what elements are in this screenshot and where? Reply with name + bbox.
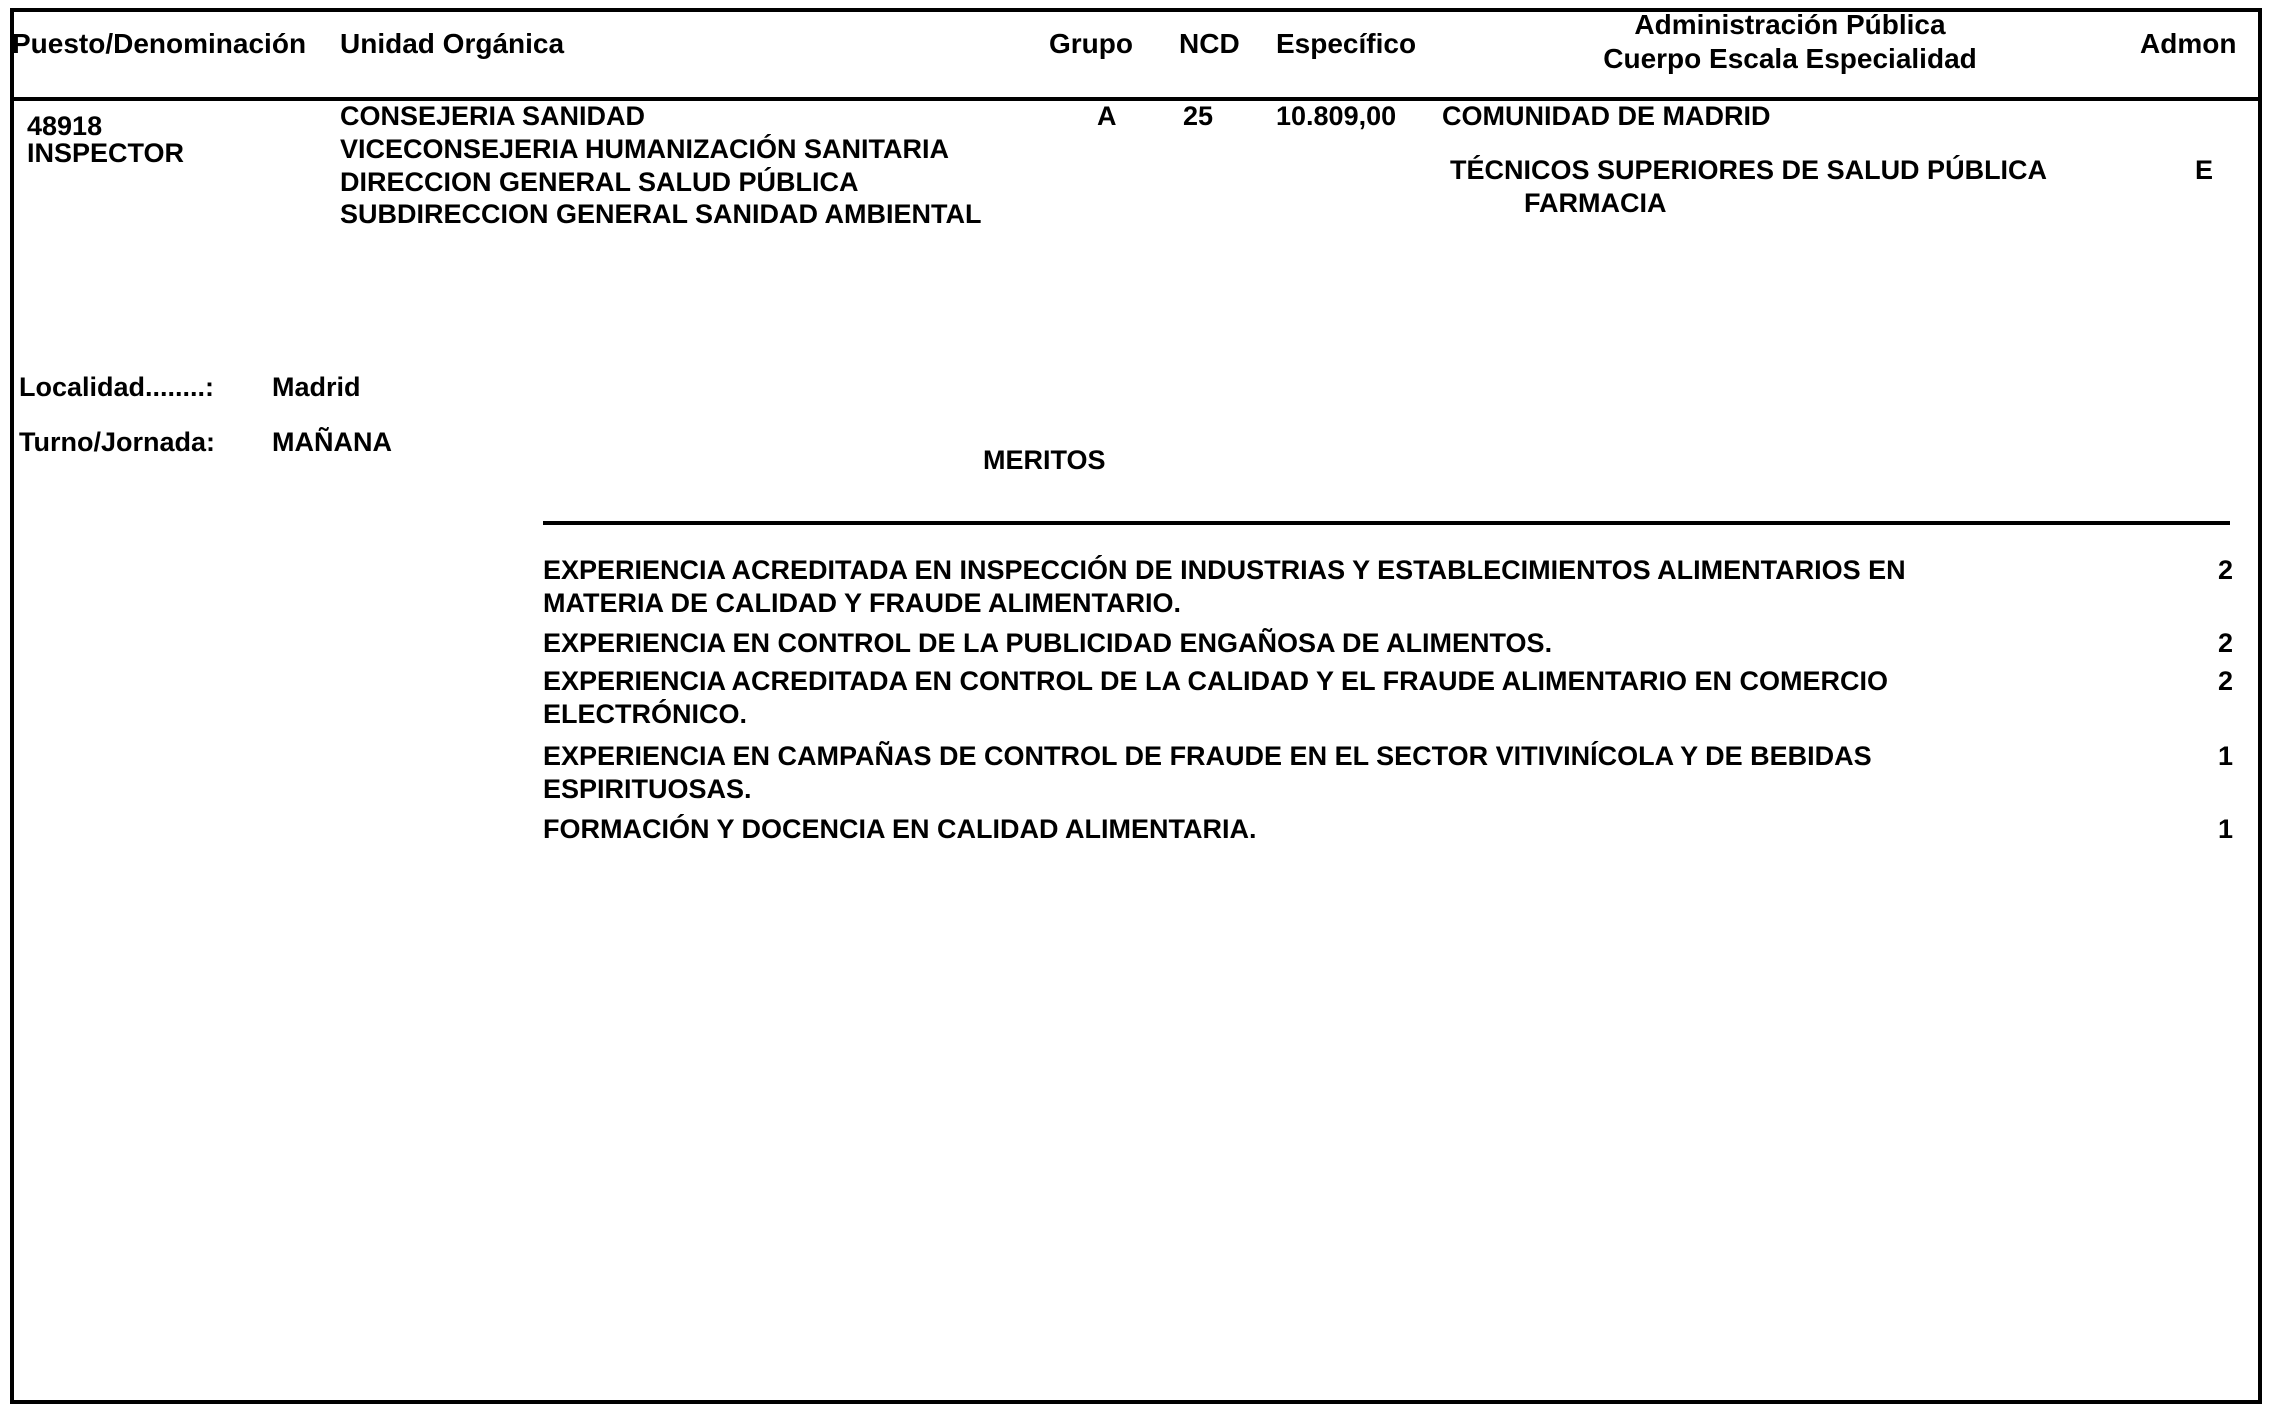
turno-value: MAÑANA xyxy=(272,427,392,457)
header-grupo: Grupo xyxy=(1049,28,1133,59)
header-admin-line1: Administración Pública xyxy=(1634,9,1946,40)
header-especifico: Específico xyxy=(1276,28,1417,59)
header-admin-line2: Cuerpo Escala Especialidad xyxy=(1603,43,1977,74)
record-denominacion: INSPECTOR xyxy=(27,138,185,168)
turno-label: Turno/Jornada: xyxy=(19,427,216,457)
record-grupo: A xyxy=(1097,101,1117,131)
record-cuerpo: TÉCNICOS SUPERIORES DE SALUD PÚBLICA xyxy=(1450,155,2048,185)
record-administracion: COMUNIDAD DE MADRID xyxy=(1442,101,1771,131)
record-ncd: 25 xyxy=(1183,101,1214,131)
record-number: 48918 xyxy=(27,111,103,141)
merit-score: 2 xyxy=(2217,628,2233,658)
header-ncd: NCD xyxy=(1179,28,1240,59)
merit-text: EXPERIENCIA ACREDITADA EN CONTROL DE LA CALIDAD Y EL FRAUDE ALIMENTARIO EN COMERCIO ELECTRÓNICO. xyxy=(543,666,1889,729)
record-admon: E xyxy=(2195,155,2214,185)
merit-score: 2 xyxy=(2217,555,2233,585)
unidad-line: CONSEJERIA SANIDAD xyxy=(340,101,646,131)
merit-score: 2 xyxy=(2217,666,2233,696)
merit-text: FORMACIÓN Y DOCENCIA EN CALIDAD ALIMENTARIA. xyxy=(543,814,1257,844)
merit-score: 1 xyxy=(2217,741,2233,771)
header-unidad: Unidad Orgánica xyxy=(340,28,565,59)
merit-text: EXPERIENCIA ACREDITADA EN INSPECCIÓN DE INDUSTRIAS Y ESTABLECIMIENTOS ALIMENTARIOS EN MATERIA DE CALIDAD Y FRAUDE ALIMENTARIO. xyxy=(543,555,1906,618)
record-especifico: 10.809,00 xyxy=(1276,101,1397,131)
unidad-line: SUBDIRECCION GENERAL SANIDAD AMBIENTAL xyxy=(340,199,982,229)
header-puesto: Puesto/Denominación xyxy=(12,28,307,59)
header-admon: Admon xyxy=(2140,28,2237,59)
unidad-line: DIRECCION GENERAL SALUD PÚBLICA xyxy=(340,167,859,197)
merit-text: EXPERIENCIA EN CAMPAÑAS DE CONTROL DE FRAUDE EN EL SECTOR VITIVINÍCOLA Y DE BEBIDAS ESPIRITUOSAS. xyxy=(543,741,1872,804)
localidad-value: Madrid xyxy=(272,372,361,402)
merit-score: 1 xyxy=(2217,814,2233,844)
meritos-divider xyxy=(543,521,2230,525)
record-especialidad: FARMACIA xyxy=(1524,188,1667,218)
localidad-label: Localidad........: xyxy=(19,372,215,402)
unidad-line: VICECONSEJERIA HUMANIZACIÓN SANITARIA xyxy=(340,134,950,164)
merit-text: EXPERIENCIA EN CONTROL DE LA PUBLICIDAD ENGAÑOSA DE ALIMENTOS. xyxy=(543,628,1553,658)
meritos-title: MERITOS xyxy=(983,445,1106,475)
